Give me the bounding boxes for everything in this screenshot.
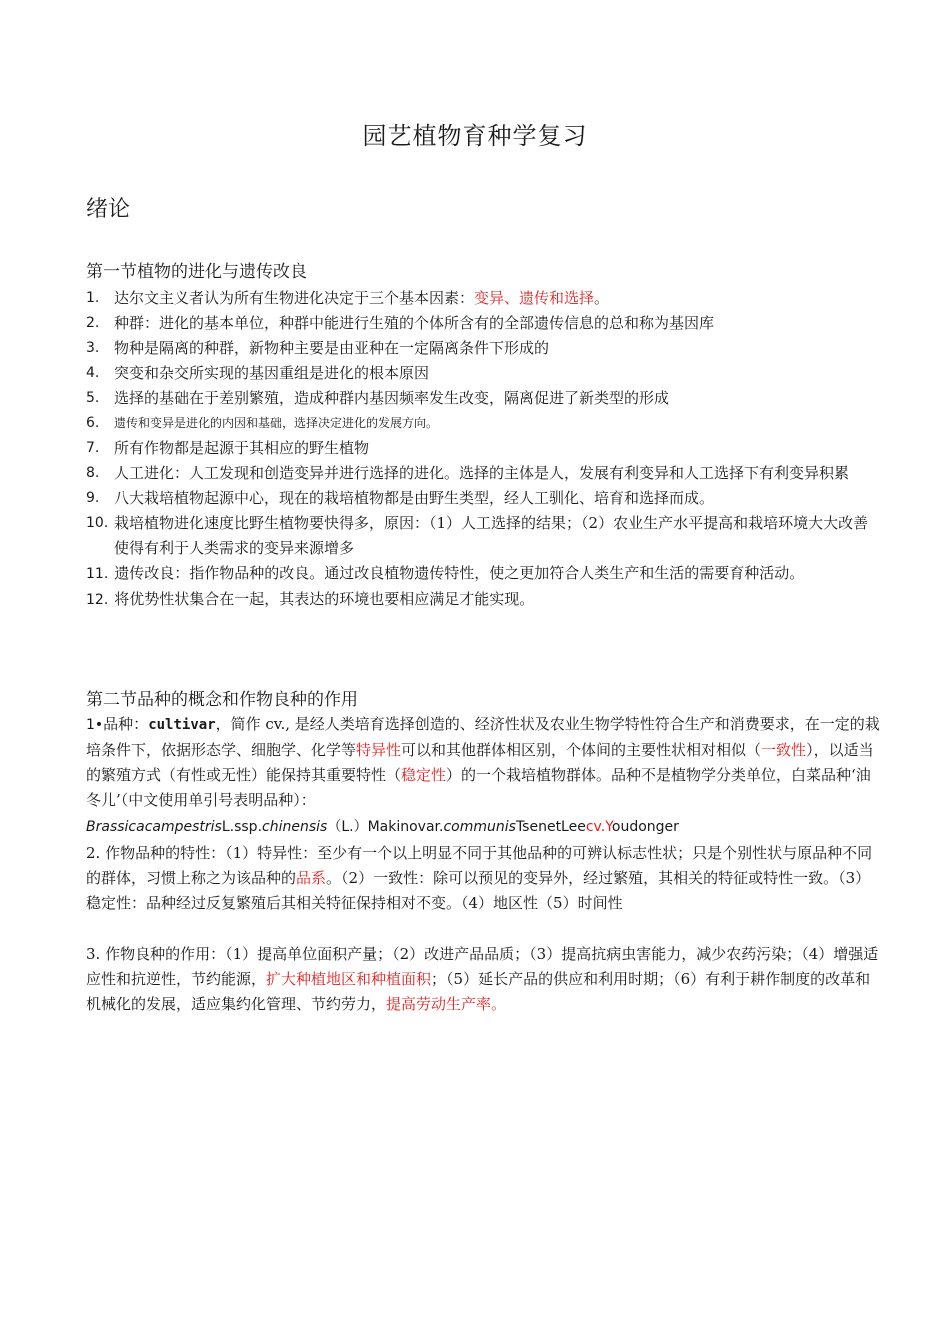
list-item: 12. 将优势性状集合在一起，其表达的环境也要相应满足才能实现。 — [86, 590, 535, 608]
highlight-text: 稳定性 — [401, 766, 447, 784]
paragraph-variety-traits: 2. 作物品种的特性：（1）特异性：至少有一个以上明显不同于其他品种的可辨认标志性状；只是个别性状与原品种不同的群体，习惯上称之为该品种的品系。（2）一致性：除可以预见的变异外，经过繁殖，其相关的特征或特性一致。（3）稳定性：品种经过反复繁殖后其相关特征保持相对不变。（4）地区性（5）时间性 — [86, 844, 873, 912]
chapter-heading: 绪论 — [86, 197, 131, 222]
list-item: 4. 突变和杂交所实现的基因重组是进化的根本原因 — [86, 364, 430, 382]
paragraph-cultivar-definition: 1•品种：cultivar，简作 cv., 是经人类培育选择创造的、经济性状及农业生物学特性符合生产和消费要求，在一定的栽培条件下，依据形态学、细胞学、化学等特异性可以和其他群体相区别，个体间的主要性状相对相似（一致性），以适当的繁殖方式（有性或无性）能保持其重要特性（稳定性）的一个栽培植物群体。品种不是植物学分类单位，白菜品种‘油冬儿’（中文使用单引号表明品种）： — [86, 715, 880, 809]
list-item: 11. 遗传改良：指作物品种的改良。通过改良植物遗传特性，使之更加符合人类生产和生活的需要育种活动。 — [86, 564, 805, 582]
list-item: 3. 物种是隔离的种群，新物种主要是由亚种在一定隔离条件下形成的 — [86, 339, 550, 357]
list-item: 8. 人工进化：人工发现和创造变异并进行选择的进化。选择的主体是人，发展有利变异和人工选择下有利变异积累 — [86, 464, 850, 482]
list-item: 2. 种群：进化的基本单位，种群中能进行生殖的个体所含有的全部遗传信息的总和称为基因库 — [86, 314, 715, 332]
section2-heading: 第二节品种的概念和作物良种的作用 — [86, 690, 358, 710]
list-item: 1. 达尔文主义者认为所有生物进化决定于三个基本因素：变异、遗传和选择。 — [86, 289, 610, 307]
highlight-text: 扩大种植地区和种植面积 — [266, 970, 432, 988]
section1-heading: 第一节植物的进化与遗传改良 — [86, 262, 307, 282]
highlight-text: 特异性 — [356, 741, 402, 759]
list-item: 7. 所有作物都是起源于其相应的野生植物 — [86, 439, 370, 457]
list-item: 9. 八大栽培植物起源中心，现在的栽培植物都是由野生类型，经人工驯化、培育和选择而成。 — [86, 489, 715, 507]
section1-list — [86, 286, 881, 613]
list-item: 5. 选择的基础在于差别繁殖，造成种群内基因频率发生改变，隔离促进了新类型的形成 — [86, 389, 670, 407]
document-title: 园艺植物育种学复习 — [362, 122, 588, 150]
list-item: 10. 栽培植物进化速度比野生植物要快得多，原因：（1）人工选择的结果；（2）农业生产水平提高和栽培环境大大改善使得有利于人类需求的变异来源增多 — [86, 514, 869, 557]
latin-binomial: BrassicacampestrisL.ssp.chinensis（L.）Makinovar.communisTsenetLeecv.Youdonger — [86, 819, 679, 835]
paragraph-variety-roles: 3. 作物良种的作用：（1）提高单位面积产量；（2）改进产品品质；（3）提高抗病虫害能力，减少农药污染；（4）增强适应性和抗逆性，节约能源，扩大种植地区和种植面积；（5）延长产品的供应和利用时期；（6）有利于耕作制度的改革和机械化的发展，适应集约化管理、节约劳力，提高劳动生产率。 — [86, 945, 879, 1013]
highlight-text: 一致性 — [761, 741, 807, 759]
list-item: 6. 遗传和变异是进化的内因和基础，选择决定进化的发展方向。 — [86, 415, 439, 431]
highlight-text: cv.Y — [585, 819, 612, 835]
highlight-text: 提高劳动生产率。 — [386, 995, 507, 1013]
highlight-text: 品系 — [296, 869, 327, 887]
highlight-text: 变异、遗传和选择 — [474, 289, 595, 307]
